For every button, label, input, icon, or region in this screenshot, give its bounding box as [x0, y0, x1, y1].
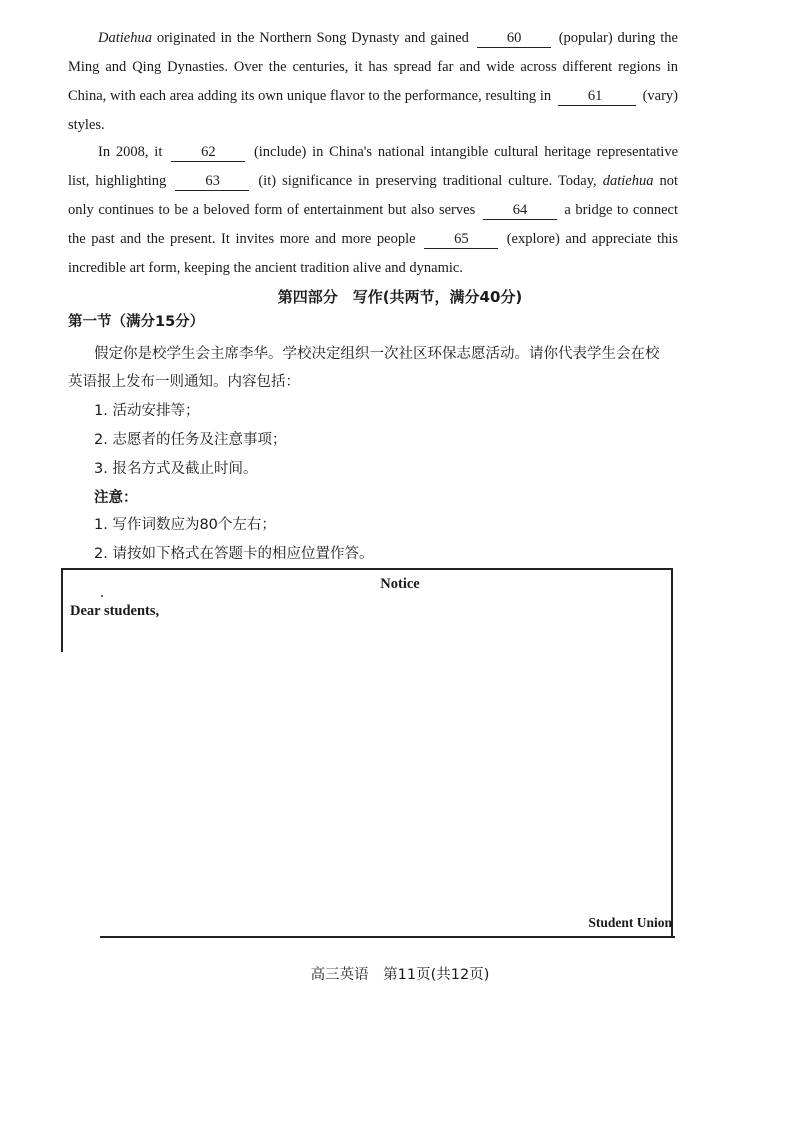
- greeting: Dear students,: [70, 603, 160, 619]
- content-item-2: 2. 志愿者的任务及注意事项；: [94, 432, 287, 448]
- passage-paragraph-1: Datiehua originated in the Northern Song Dynasty and gained 60 (popular) during the Ming and Qing Dynasties. Over the centuries, it has spread far and wide across different regions in China, with each area adding its own unique flavor to the performance, resulting in 61 (vary) styles.: [68, 30, 678, 133]
- term-datiehua-lower: datiehua: [602, 173, 654, 189]
- answer-box: [61, 568, 673, 936]
- prompt-line-2: 英语报上发布一则通知。内容包括：: [68, 374, 300, 390]
- section-heading: 第四部分 写作(共两节，满分40分): [277, 288, 523, 306]
- blank-63: 63: [175, 172, 249, 191]
- answer-box-bottom-rule: [100, 936, 675, 938]
- signature: Student Union: [588, 915, 672, 930]
- content-item-1: 1. 活动安排等；: [94, 403, 200, 419]
- blank-60: 60: [477, 29, 551, 48]
- subsection-title: 第一节（满分15分）: [68, 314, 205, 330]
- blank-64: 64: [483, 201, 557, 220]
- blank-61: 61: [558, 87, 636, 106]
- note-2: 2. 请按如下格式在答题卡的相应位置作答。: [94, 546, 374, 562]
- prompt-line-1: 假定你是校学生会主席李华。学校决定组织一次社区环保志愿活动。请你代表学生会在校: [94, 346, 660, 362]
- stray-dot: [101, 595, 103, 597]
- blank-65: 65: [424, 230, 498, 249]
- content-item-3: 3. 报名方式及截止时间。: [94, 461, 258, 477]
- answer-box-gap: [59, 652, 63, 938]
- note-1: 1. 写作词数应为80个左右；: [94, 517, 276, 533]
- blank-62: 62: [171, 143, 245, 162]
- page-footer: 高三英语 第11页(共12页): [310, 967, 490, 983]
- notice-title: Notice: [380, 576, 420, 592]
- note-label: 注意：: [94, 490, 138, 506]
- passage-paragraph-2: In 2008, it 62 (include) in China's national intangible cultural heritage representative list, highlighting 63 (it) significance in preserving traditional culture. Today, datiehua not only continues to be a beloved form of entertainment but also serves 64 a bridge to connect the past and the present. It invites more and more people 65 (explore) and appreciate this incredible art form, keeping the ancient tradition alive and dynamic.: [68, 144, 679, 276]
- term-datiehua: Datiehua: [98, 30, 152, 46]
